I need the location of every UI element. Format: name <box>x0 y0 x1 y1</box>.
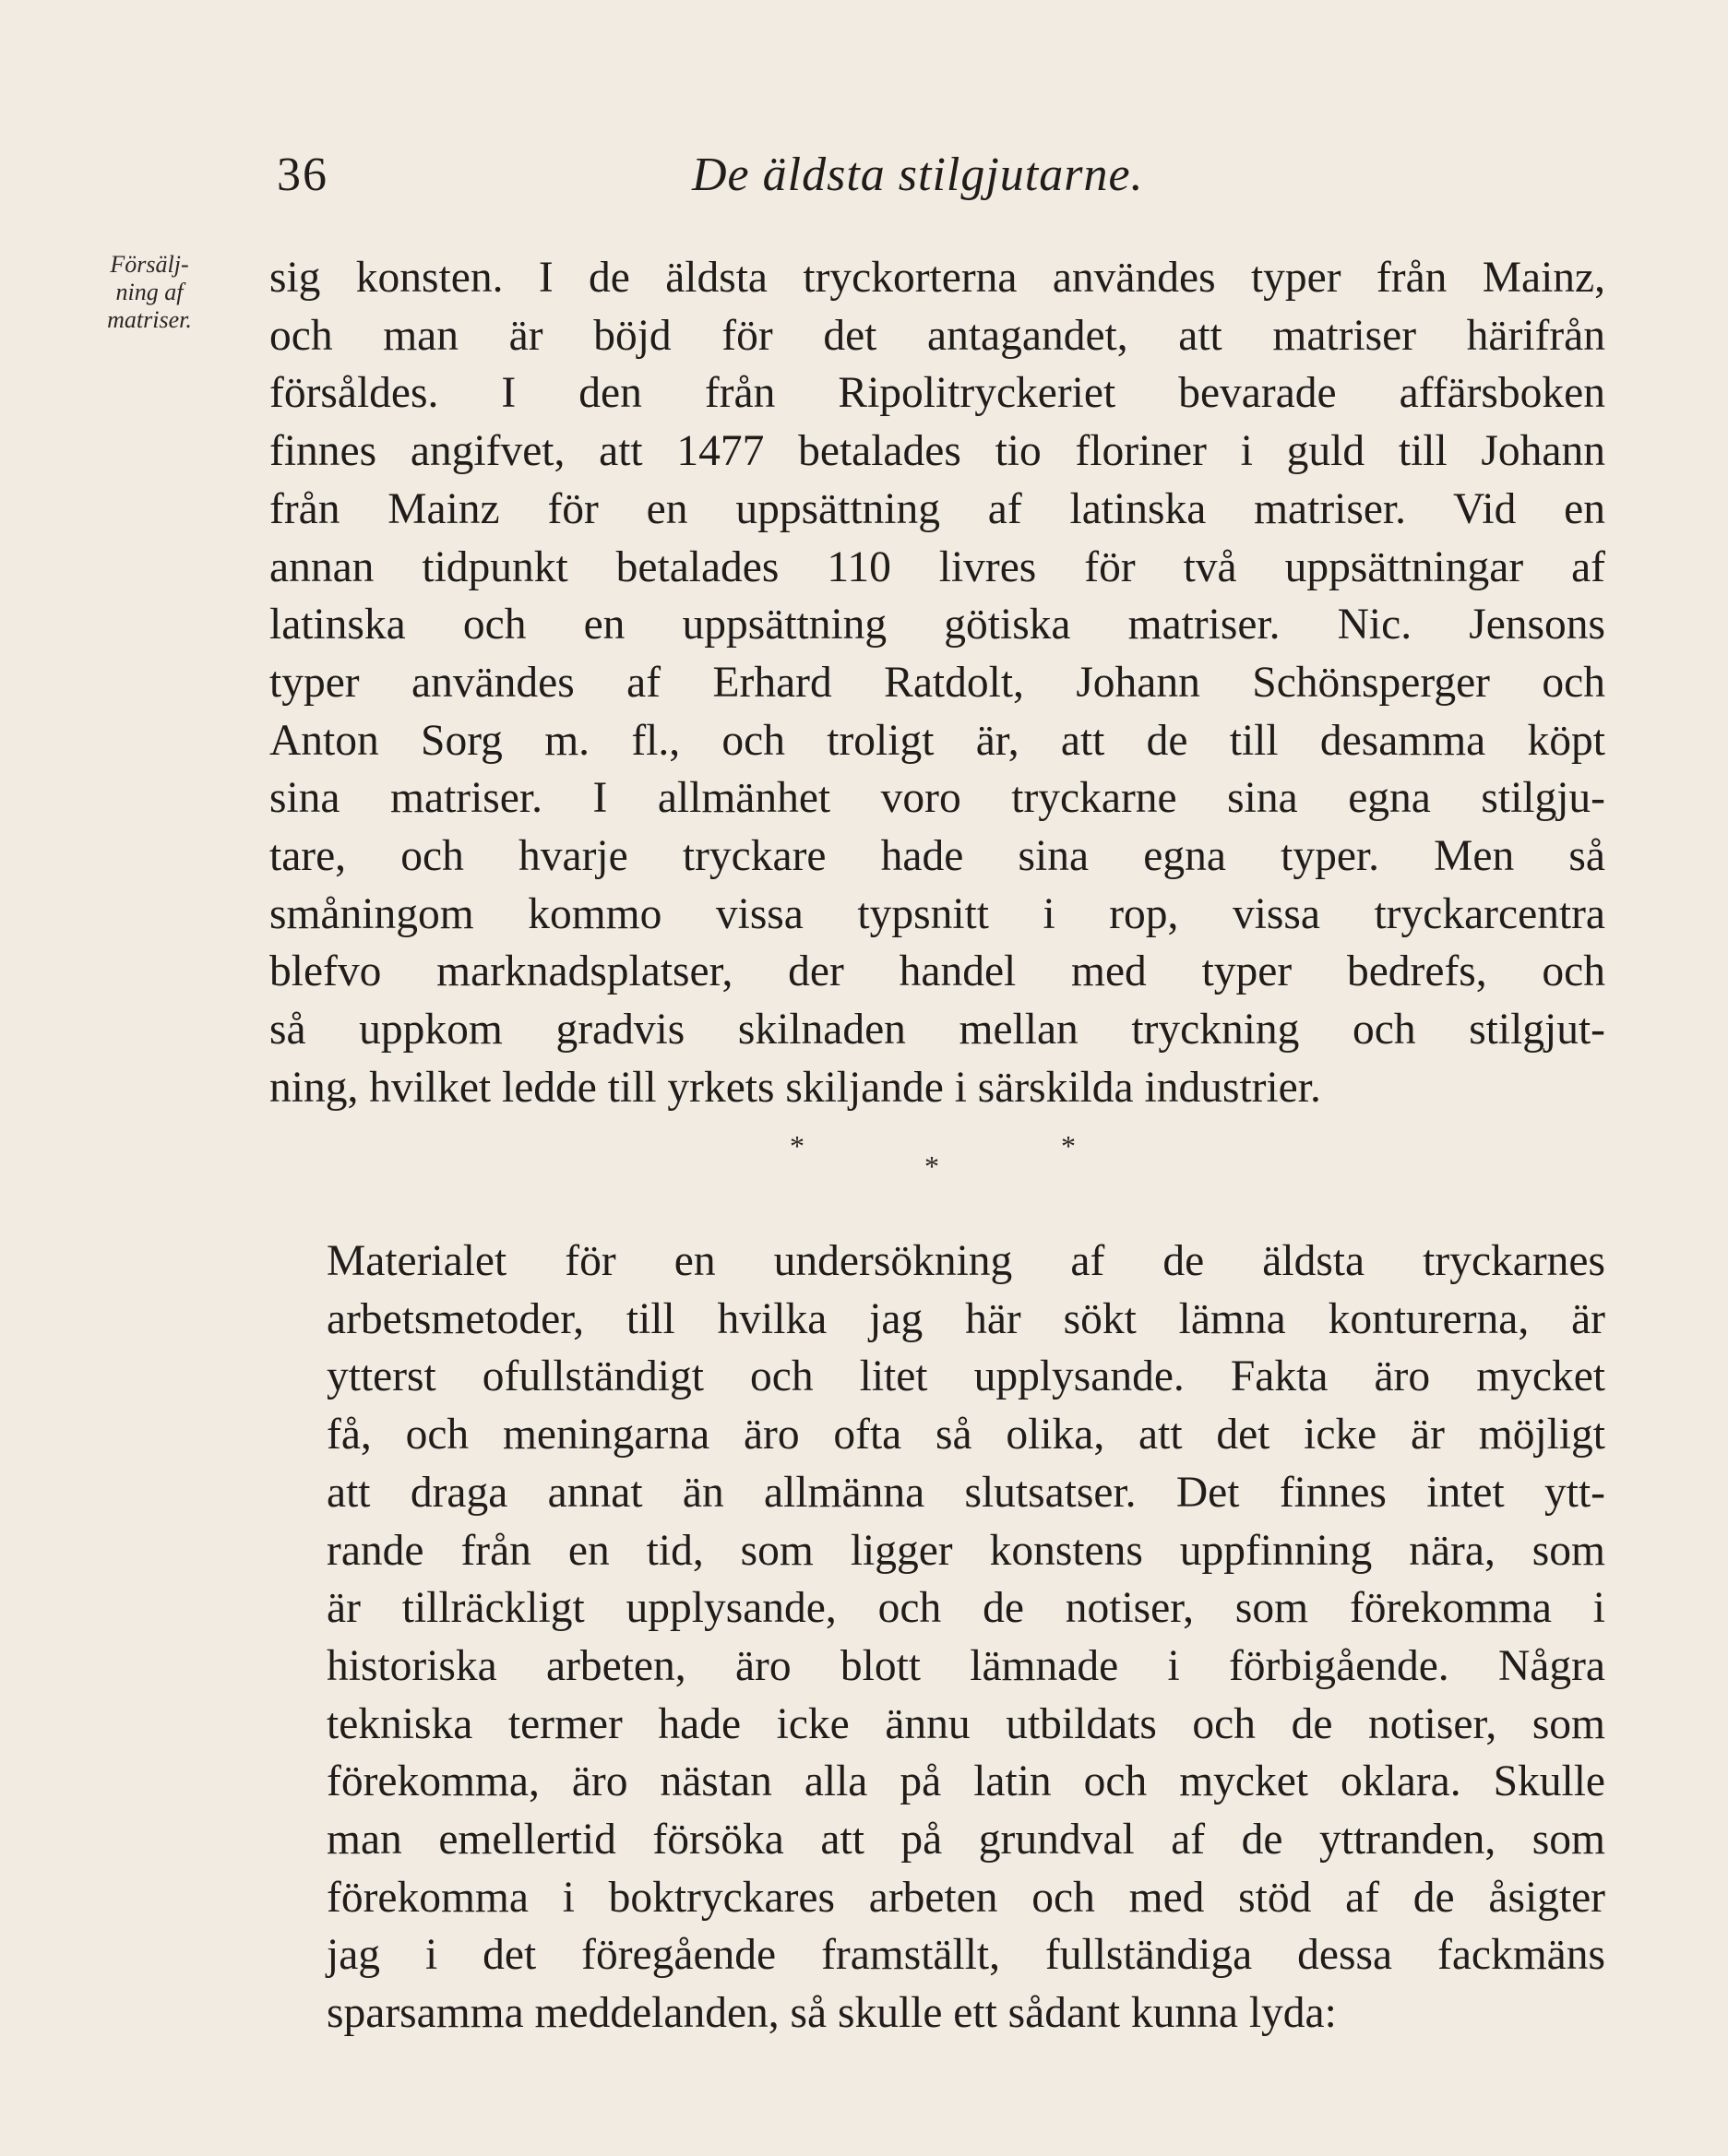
marginal-note-line: matriser. <box>107 306 192 333</box>
marginal-note-line: Försälj- <box>110 251 189 278</box>
text-line: är tillräckligt upplysande, och de notiser, som förekomma i <box>327 1584 1605 1633</box>
text-line: tekniska termer hade icke ännu utbildats och de notiser, som <box>327 1699 1605 1748</box>
text-line: jag i det föregående framställt, fullständiga dessa fackmäns <box>327 1931 1605 1980</box>
marginal-note-line: ning af <box>115 279 184 305</box>
asterism-star: * <box>1061 1129 1076 1162</box>
text-line: från Mainz för en uppsättning af latinska matriser. Vid en <box>269 484 1605 533</box>
text-line: ning, hvilket ledde till yrkets skiljande i särskilda industrier. <box>269 1063 1321 1112</box>
text-line: finnes angifvet, att 1477 betalades tio floriner i guld till Johann <box>269 427 1605 476</box>
page-header <box>277 148 1605 203</box>
text-line: rande från en tid, som ligger konstens uppfinning nära, som <box>327 1526 1605 1575</box>
text-line: tare, och hvarje tryckare hade sina egna typer. Men så <box>269 832 1605 881</box>
text-line: Materialet för en undersökning af de äldsta tryckarnes <box>327 1237 1605 1285</box>
page-number: 36 <box>277 149 328 201</box>
text-line: sina matriser. I allmänhet voro tryckarne sina egna stilgju- <box>269 774 1605 823</box>
text-line: Anton Sorg m. fl., och troligt är, att de till desamma köpt <box>269 716 1605 765</box>
text-line: sparsamma meddelanden, så skulle ett sådant kunna lyda: <box>327 1989 1337 2038</box>
text-line: småningom kommo vissa typsnitt i rop, vissa tryckarcentra <box>269 889 1605 938</box>
text-line: att draga annat än allmänna slutsatser. Det finnes intet ytt- <box>327 1468 1605 1517</box>
text-line: man emellertid försöka att på grundval af de yttranden, som <box>327 1816 1605 1864</box>
text-line: arbetsmetoder, till hvilka jag här sökt lämna konturerna, är <box>327 1294 1605 1343</box>
text-line: förekomma i boktryckares arbeten och med stöd af de åsigter <box>327 1873 1605 1922</box>
text-line: annan tidpunkt betalades 110 livres för två uppsättningar af <box>269 542 1605 591</box>
text-line: så uppkom gradvis skilnaden mellan tryckning och stilgjut- <box>269 1006 1605 1054</box>
text-line: få, och meningarna äro ofta så olika, att det icke är möjligt <box>327 1411 1605 1459</box>
marginal-note <box>76 251 223 334</box>
paragraph-2 <box>269 1233 1605 2043</box>
text-line: sig konsten. I de äldsta tryckorterna användes typer från Mainz, <box>269 254 1605 302</box>
text-line: typer användes af Erhard Ratdolt, Johann Schönsperger och <box>269 658 1605 707</box>
paragraph-1 <box>269 249 1605 1117</box>
text-line: historiska arbeten, äro blott lämnade i förbigående. Några <box>327 1641 1605 1690</box>
asterism-star: * <box>790 1129 804 1162</box>
text-line: och man är böjd för det antagandet, att matriser härifrån <box>269 311 1605 360</box>
text-line: latinska och en uppsättning götiska matriser. Nic. Jensons <box>269 601 1605 649</box>
running-head: De äldsta stilgjutarne. <box>692 149 1144 201</box>
text-line: förekomma, äro nästan alla på latin och mycket oklara. Skulle <box>327 1757 1605 1806</box>
text-line: försåldes. I den från Ripolitryckeriet bevarade affärsboken <box>269 369 1605 418</box>
asterism-star: * <box>924 1149 939 1183</box>
text-line: ytterst ofullständigt och litet upplysande. Fakta äro mycket <box>327 1352 1605 1401</box>
text-line: blefvo marknadsplatser, der handel med typer bedrefs, och <box>269 947 1605 996</box>
